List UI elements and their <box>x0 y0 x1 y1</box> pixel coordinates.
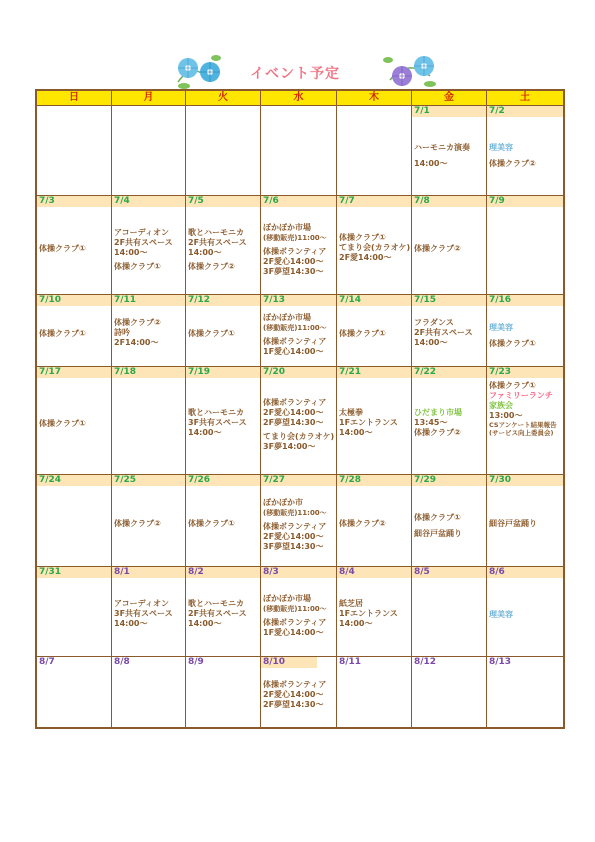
event-text: ぽかぽか市場 <box>263 594 311 603</box>
day-cell <box>37 196 112 294</box>
event-text: 細谷戸盆踊り <box>414 529 462 538</box>
day-cell <box>487 295 563 366</box>
weekday-6: 土 <box>487 91 563 105</box>
day-cell <box>337 567 412 656</box>
day-date: 8/2 <box>186 567 260 578</box>
event-text: 14:00～ <box>114 619 148 628</box>
event-text: 体操クラブ① <box>414 513 461 522</box>
weekday-0: 日 <box>37 91 112 105</box>
event-text: 体操クラブ① <box>39 329 86 338</box>
day-date: 8/9 <box>188 657 204 667</box>
day-date: 8/3 <box>261 567 336 578</box>
event-text: 2F愛14:00～ <box>339 252 392 262</box>
event-text: 2F愛心14:00～ <box>263 408 324 417</box>
day-date: 7/20 <box>261 367 336 378</box>
event-text: フラダンス <box>414 318 454 327</box>
day-date: 7/7 <box>337 196 411 207</box>
day-cell <box>337 106 412 195</box>
event-text: 2F14:00～ <box>114 338 159 347</box>
day-date: 8/7 <box>39 657 55 667</box>
event-text: 体操ボランティア <box>263 618 327 627</box>
day-cell <box>37 475 112 566</box>
day-date: 8/4 <box>337 567 411 578</box>
event-text: (移動販売)11:00～ <box>263 605 327 613</box>
event-text: アコーディオン <box>114 599 169 608</box>
day-cell <box>186 106 261 195</box>
day-cell <box>112 567 186 656</box>
day-cell <box>37 657 112 727</box>
event-text: (サービス向上委員会) <box>489 429 554 437</box>
event-text: 2F共有スペース <box>414 328 473 337</box>
day-date: 8/5 <box>412 567 486 578</box>
day-date: 7/8 <box>412 196 486 207</box>
week-row <box>37 105 563 195</box>
event-text: 14:00～ <box>339 619 373 628</box>
day-date: 7/14 <box>337 295 411 306</box>
event-text: 14:00～ <box>188 619 222 628</box>
day-date: 8/8 <box>114 657 130 667</box>
event-text: 体操クラブ① <box>339 232 386 242</box>
day-cell <box>186 657 261 727</box>
day-date: 7/30 <box>487 475 563 486</box>
weekday-4: 木 <box>337 91 412 105</box>
event-text: 歌とハーモニカ <box>188 599 244 608</box>
event-text: 理美容 <box>489 323 513 332</box>
event-text: ぽかぽか市場 <box>263 313 311 322</box>
event-text: てまり会(カラオケ) <box>263 432 335 441</box>
weekday-1: 月 <box>112 91 186 105</box>
week-row <box>37 474 563 566</box>
event-text: 体操クラブ① <box>39 243 86 253</box>
event-text: 14:00～ <box>114 247 148 257</box>
event-text: 体操ボランティア <box>263 679 327 689</box>
day-cell <box>112 196 186 294</box>
event-text: 家族会 <box>489 401 513 410</box>
event-text: 体操クラブ① <box>39 419 86 428</box>
event-text: 1Fエントランス <box>339 418 398 427</box>
day-date: 7/13 <box>261 295 336 306</box>
day-cell <box>487 367 563 474</box>
day-cell <box>412 196 487 294</box>
day-date: 7/4 <box>112 196 185 207</box>
day-date: 7/31 <box>37 567 111 578</box>
event-text: 13:45～ <box>414 418 448 427</box>
event-text: 3F夢望14:30～ <box>263 266 324 276</box>
event-text: 体操ボランティア <box>263 337 327 346</box>
day-date: 7/3 <box>37 196 111 207</box>
page-title: イベント予定 <box>250 66 340 82</box>
day-cell <box>261 475 337 566</box>
day-cell <box>261 196 337 294</box>
day-cell <box>337 657 412 727</box>
event-text: 2F愛心14:00～ <box>263 256 324 266</box>
day-cell <box>487 106 563 195</box>
event-text: 体操クラブ② <box>414 243 461 253</box>
event-text: 3F夢望14:30～ <box>263 542 324 551</box>
event-text: 歌とハーモニカ <box>188 408 244 417</box>
event-text: 3F共有スペース <box>114 609 173 618</box>
event-text: 詩吟 <box>114 328 130 337</box>
event-text: CSアンケート結果報告 <box>489 421 557 429</box>
day-cell <box>261 657 337 727</box>
day-date: 7/26 <box>186 475 260 486</box>
day-cell <box>186 475 261 566</box>
event-text: (移動販売)11:00～ <box>263 324 327 332</box>
day-date: 7/29 <box>412 475 486 486</box>
day-date: 7/16 <box>487 295 563 306</box>
weekday-3: 水 <box>261 91 337 105</box>
event-text: アコーディオン <box>114 227 169 237</box>
day-date: 7/12 <box>186 295 260 306</box>
event-text: 体操クラブ② <box>339 519 386 528</box>
event-text: 体操クラブ① <box>188 329 235 338</box>
week-row <box>37 566 563 656</box>
day-cell <box>112 295 186 366</box>
day-cell <box>112 106 186 195</box>
event-text: 体操クラブ② <box>114 519 161 528</box>
week-row <box>37 656 563 727</box>
day-cell <box>112 657 186 727</box>
day-date: 7/21 <box>337 367 411 378</box>
event-text: 太極拳 <box>339 408 363 417</box>
day-date: 8/10 <box>261 657 317 668</box>
event-text: 2F共有スペース <box>114 237 173 247</box>
day-cell <box>37 567 112 656</box>
weekday-header <box>37 91 563 105</box>
event-text: 1Fエントランス <box>339 609 398 618</box>
day-cell <box>186 295 261 366</box>
day-date: 7/27 <box>261 475 336 486</box>
event-text: ファミリーランチ <box>489 391 553 400</box>
day-cell <box>487 567 563 656</box>
morning-glory-right-icon <box>380 52 440 92</box>
day-date: 7/10 <box>37 295 111 306</box>
event-text: 3F共有スペース <box>188 418 247 427</box>
event-text: 3F夢14:00～ <box>263 442 316 451</box>
day-cell <box>412 367 487 474</box>
day-date: 8/6 <box>487 567 563 578</box>
day-cell <box>412 657 487 727</box>
event-text: 14:00～ <box>188 247 222 257</box>
event-text: 体操クラブ① <box>114 261 161 271</box>
day-date: 7/15 <box>412 295 486 306</box>
event-text: 体操クラブ② <box>414 428 461 437</box>
event-text: 14:00～ <box>188 428 222 437</box>
week-row <box>37 294 563 366</box>
title-area <box>0 52 595 92</box>
weekday-5: 金 <box>412 91 487 105</box>
event-text: 2F共有スペース <box>188 237 247 247</box>
day-cell <box>412 106 487 195</box>
event-text: ひだまり市場 <box>414 408 462 417</box>
event-text: 紙芝居 <box>339 599 363 608</box>
event-text: 2F夢望14:30～ <box>263 699 324 709</box>
event-text: 体操クラブ① <box>188 519 235 528</box>
event-text: 体操クラブ① <box>489 339 536 348</box>
day-cell <box>337 367 412 474</box>
day-cell <box>487 196 563 294</box>
day-cell <box>412 475 487 566</box>
day-date: 7/23 <box>487 367 563 378</box>
event-text: 歌とハーモニカ <box>188 227 244 237</box>
event-text: 14:00～ <box>414 159 448 168</box>
day-cell <box>261 295 337 366</box>
day-date: 7/25 <box>112 475 185 486</box>
week-row <box>37 195 563 294</box>
event-text: 体操クラブ② <box>489 159 536 168</box>
day-date: 8/13 <box>489 657 512 667</box>
day-cell <box>37 367 112 474</box>
event-text: 体操ボランティア <box>263 398 327 407</box>
event-text: (移動販売)11:00～ <box>263 233 327 242</box>
day-date: 7/22 <box>412 367 486 378</box>
day-date: 7/11 <box>112 295 185 306</box>
event-text: 体操クラブ① <box>489 381 536 390</box>
event-text: 理美容 <box>489 143 513 152</box>
day-cell <box>487 475 563 566</box>
day-date: 8/1 <box>112 567 185 578</box>
day-cell <box>337 295 412 366</box>
morning-glory-left-icon <box>172 52 232 92</box>
event-text: ハーモニカ演奏 <box>414 143 470 152</box>
day-cell <box>112 475 186 566</box>
event-text: 1F愛心14:00～ <box>263 628 324 637</box>
day-date: 7/17 <box>37 367 111 378</box>
day-date: 7/5 <box>186 196 260 207</box>
calendar <box>35 89 565 729</box>
event-text: 1F愛心14:00～ <box>263 347 324 356</box>
event-text: (移動販売)11:00～ <box>263 509 327 517</box>
day-cell <box>186 567 261 656</box>
day-cell <box>261 567 337 656</box>
event-text: 14:00～ <box>339 428 373 437</box>
day-cell <box>261 367 337 474</box>
day-cell <box>186 367 261 474</box>
day-cell <box>337 196 412 294</box>
day-cell <box>112 367 186 474</box>
day-date: 7/6 <box>261 196 336 207</box>
event-text: 体操ボランティア <box>263 246 327 256</box>
day-date: 7/1 <box>412 106 486 117</box>
day-cell <box>186 196 261 294</box>
day-cell <box>412 295 487 366</box>
day-date: 7/18 <box>112 367 185 378</box>
day-cell <box>37 106 112 195</box>
day-date: 7/2 <box>487 106 563 117</box>
weekday-2: 火 <box>186 91 261 105</box>
day-cell <box>487 657 563 727</box>
day-cell <box>412 567 487 656</box>
event-text: 2F共有スペース <box>188 609 247 618</box>
event-text: てまり会(カラオケ) <box>339 242 411 252</box>
day-cell <box>261 106 337 195</box>
day-date: 8/12 <box>414 657 437 667</box>
event-text: ぽかぽか市場 <box>263 222 311 232</box>
event-text: 2F愛心14:00～ <box>263 532 324 541</box>
day-date: 7/24 <box>37 475 111 486</box>
day-cell <box>337 475 412 566</box>
event-text: 2F愛心14:00～ <box>263 689 324 699</box>
day-date: 7/28 <box>337 475 411 486</box>
event-text: 体操ボランティア <box>263 522 327 531</box>
event-text: 13:00～ <box>489 411 523 420</box>
event-text: 理美容 <box>489 610 513 619</box>
event-text: 14:00～ <box>414 338 448 347</box>
event-text: ぽかぽか市 <box>263 498 303 507</box>
day-date: 7/19 <box>186 367 260 378</box>
event-text: 体操クラブ① <box>339 329 386 338</box>
day-date: 7/9 <box>487 196 563 207</box>
day-cell <box>37 295 112 366</box>
event-text: 2F夢望14:30～ <box>263 418 324 427</box>
week-row <box>37 366 563 474</box>
event-text: 体操クラブ② <box>188 261 235 271</box>
event-text: 体操クラブ② <box>114 318 161 327</box>
event-text: 細谷戸盆踊り <box>489 519 537 528</box>
day-date: 8/11 <box>339 657 362 667</box>
